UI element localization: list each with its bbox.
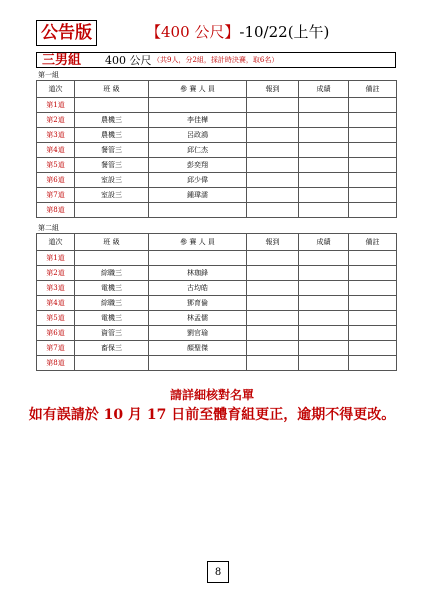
lane-cell: 第6道 xyxy=(37,326,75,341)
column-header: 道次 xyxy=(37,234,75,251)
athlete-cell: 古均皓 xyxy=(149,281,247,296)
result-cell xyxy=(299,281,349,296)
checkin-cell xyxy=(247,281,299,296)
class-cell xyxy=(75,98,149,113)
lane-cell: 第1道 xyxy=(37,251,75,266)
table-row xyxy=(37,251,397,266)
table-row xyxy=(37,341,397,356)
class-cell: 餐管三 xyxy=(75,143,149,158)
result-cell xyxy=(299,203,349,218)
checkin-cell xyxy=(247,98,299,113)
athlete-cell xyxy=(149,98,247,113)
table-row xyxy=(37,113,397,128)
result-cell xyxy=(299,251,349,266)
group-name: 三男組 xyxy=(42,53,82,68)
remark-cell xyxy=(349,311,397,326)
lane-cell: 第4道 xyxy=(37,296,75,311)
class-cell: 資管三 xyxy=(75,326,149,341)
lane-cell: 第2道 xyxy=(37,266,75,281)
class-cell: 室設三 xyxy=(75,173,149,188)
column-header: 參 賽 人 員 xyxy=(149,234,247,251)
table-row xyxy=(37,128,397,143)
page-header xyxy=(36,20,396,46)
class-cell: 餐管三 xyxy=(75,158,149,173)
remark-cell xyxy=(349,281,397,296)
lane-cell: 第3道 xyxy=(37,281,75,296)
column-header: 班 級 xyxy=(75,81,149,98)
athlete-cell: 邱仁杰 xyxy=(149,143,247,158)
result-cell xyxy=(299,113,349,128)
checkin-cell xyxy=(247,143,299,158)
group-header xyxy=(36,52,396,68)
table-row xyxy=(37,143,397,158)
checkin-cell xyxy=(247,311,299,326)
table-row xyxy=(37,311,397,326)
remark-cell xyxy=(349,203,397,218)
lane-cell: 第5道 xyxy=(37,311,75,326)
event-title-main: 【400 公尺】 xyxy=(146,23,240,41)
checkin-cell xyxy=(247,173,299,188)
group-event: 400 公尺 xyxy=(105,54,152,67)
page-number: 8 xyxy=(207,561,229,583)
athlete-cell xyxy=(149,251,247,266)
column-header: 成績 xyxy=(299,234,349,251)
athlete-cell: 林珈鋒 xyxy=(149,266,247,281)
remark-cell xyxy=(349,296,397,311)
result-cell xyxy=(299,326,349,341)
column-header: 成績 xyxy=(299,81,349,98)
athlete-cell: 邱少偉 xyxy=(149,173,247,188)
remark-cell xyxy=(349,188,397,203)
heat-1-label: 第一組 xyxy=(38,71,59,79)
table-row xyxy=(37,296,397,311)
lane-cell: 第4道 xyxy=(37,143,75,158)
lane-cell: 第3道 xyxy=(37,128,75,143)
athlete-cell: 顏聖傑 xyxy=(149,341,247,356)
lane-cell: 第6道 xyxy=(37,173,75,188)
result-cell xyxy=(299,356,349,371)
table-row xyxy=(37,266,397,281)
lane-cell: 第2道 xyxy=(37,113,75,128)
remark-cell xyxy=(349,128,397,143)
heat-2-table xyxy=(36,233,397,371)
athlete-cell: 林孟儒 xyxy=(149,311,247,326)
remark-cell xyxy=(349,341,397,356)
checkin-cell xyxy=(247,128,299,143)
result-cell xyxy=(299,311,349,326)
class-cell xyxy=(75,251,149,266)
class-cell: 綜職三 xyxy=(75,296,149,311)
column-header: 備註 xyxy=(349,81,397,98)
lane-cell: 第7道 xyxy=(37,188,75,203)
result-cell xyxy=(299,266,349,281)
remark-cell xyxy=(349,158,397,173)
class-cell: 綜職三 xyxy=(75,266,149,281)
lane-cell: 第1道 xyxy=(37,98,75,113)
class-cell: 電機三 xyxy=(75,281,149,296)
class-cell: 電機三 xyxy=(75,311,149,326)
result-cell xyxy=(299,188,349,203)
remark-cell xyxy=(349,251,397,266)
remark-cell xyxy=(349,356,397,371)
checkin-cell xyxy=(247,188,299,203)
athlete-cell: 鄧育倫 xyxy=(149,296,247,311)
table-header-row xyxy=(37,234,397,251)
result-cell xyxy=(299,98,349,113)
athlete-cell: 李佳樺 xyxy=(149,113,247,128)
table-row xyxy=(37,173,397,188)
checkin-cell xyxy=(247,158,299,173)
column-header: 班 級 xyxy=(75,234,149,251)
remark-cell xyxy=(349,113,397,128)
result-cell xyxy=(299,296,349,311)
remark-cell xyxy=(349,143,397,158)
event-title xyxy=(146,21,329,43)
remark-cell xyxy=(349,98,397,113)
remark-cell xyxy=(349,326,397,341)
checkin-cell xyxy=(247,296,299,311)
lane-cell: 第8道 xyxy=(37,356,75,371)
checkin-cell xyxy=(247,326,299,341)
remark-cell xyxy=(349,173,397,188)
table-row xyxy=(37,356,397,371)
athlete-cell: 鍾瑋濡 xyxy=(149,188,247,203)
athlete-cell: 劉官瑜 xyxy=(149,326,247,341)
heat-1-table xyxy=(36,80,397,218)
table-row xyxy=(37,188,397,203)
event-title-date: -10/22(上午) xyxy=(239,23,330,41)
class-cell: 農機三 xyxy=(75,128,149,143)
result-cell xyxy=(299,341,349,356)
checkin-cell xyxy=(247,356,299,371)
checkin-cell xyxy=(247,113,299,128)
verify-notice: 請詳細核對名單 xyxy=(169,388,254,402)
table-header-row xyxy=(37,81,397,98)
column-header: 備註 xyxy=(349,234,397,251)
lane-cell: 第7道 xyxy=(37,341,75,356)
remark-cell xyxy=(349,266,397,281)
table-row xyxy=(37,326,397,341)
group-note: （共9人，分2組，採計時決賽，取6名） xyxy=(153,56,279,64)
heat-2-label: 第二組 xyxy=(38,224,59,232)
lane-cell: 第8道 xyxy=(37,203,75,218)
column-header: 參 賽 人 員 xyxy=(149,81,247,98)
result-cell xyxy=(299,173,349,188)
class-cell: 室設三 xyxy=(75,188,149,203)
column-header: 報到 xyxy=(247,81,299,98)
athlete-cell xyxy=(149,356,247,371)
column-header: 報到 xyxy=(247,234,299,251)
class-cell: 農機三 xyxy=(75,113,149,128)
table-row xyxy=(37,158,397,173)
checkin-cell xyxy=(247,251,299,266)
notice-badge: 公告版 xyxy=(36,20,97,46)
athlete-cell: 彭奕翔 xyxy=(149,158,247,173)
athlete-cell xyxy=(149,203,247,218)
athlete-cell: 呂政鴻 xyxy=(149,128,247,143)
result-cell xyxy=(299,143,349,158)
result-cell xyxy=(299,128,349,143)
table-row xyxy=(37,203,397,218)
checkin-cell xyxy=(247,266,299,281)
class-cell: 畜保三 xyxy=(75,341,149,356)
result-cell xyxy=(299,158,349,173)
checkin-cell xyxy=(247,341,299,356)
column-header: 道次 xyxy=(37,81,75,98)
correction-deadline-notice: 如有誤請於 10 月 17 日前至體育組更正，逾期不得更改。 xyxy=(28,407,396,423)
class-cell xyxy=(75,356,149,371)
lane-cell: 第5道 xyxy=(37,158,75,173)
table-row xyxy=(37,281,397,296)
checkin-cell xyxy=(247,203,299,218)
class-cell xyxy=(75,203,149,218)
table-row xyxy=(37,98,397,113)
